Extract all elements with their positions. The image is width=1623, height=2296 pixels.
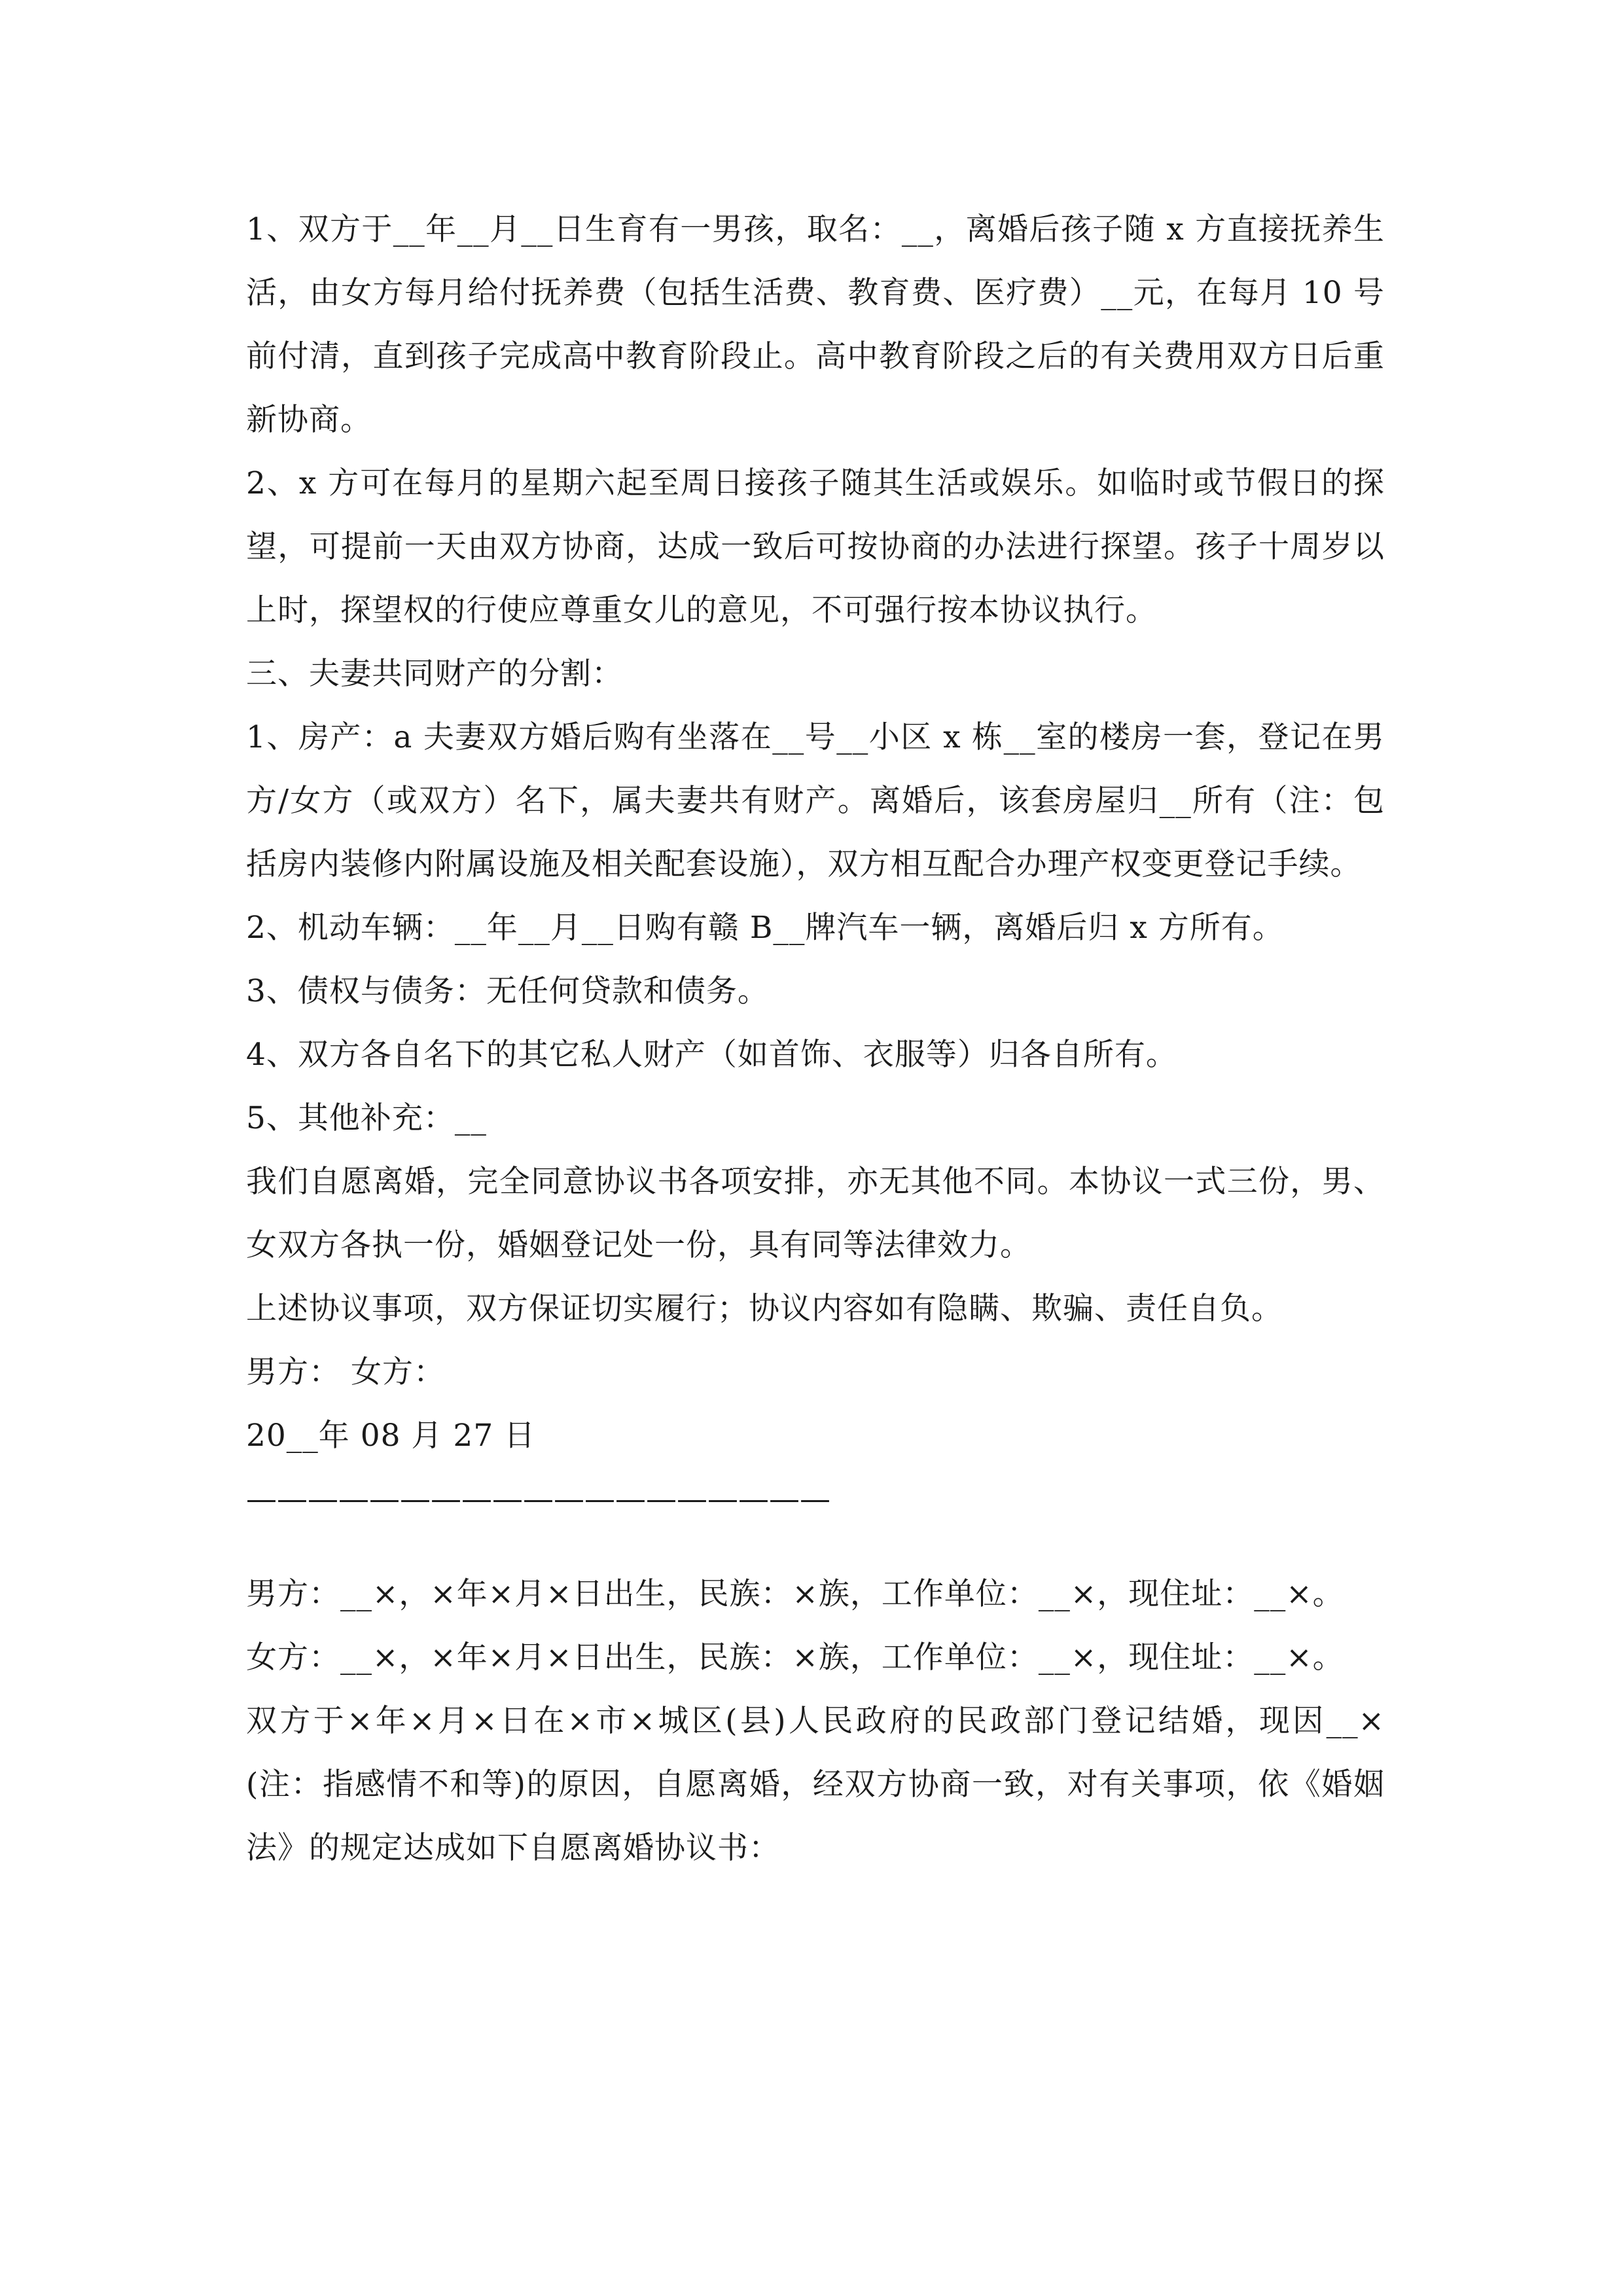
paragraph-wife-info: 女方：__×，×年×月×日出生，民族：×族，工作单位：__×，现住址：__×。: [246, 1640, 1344, 1676]
paragraph-personal-property: 4、双方各自名下的其它私人财产（如首饰、衣服等）归各自所有。: [246, 1037, 1177, 1073]
paragraph-guarantee: 上述协议事项，双方保证切实履行；协议内容如有隐瞒、欺骗、责任自负。: [246, 1291, 1283, 1327]
document-body: [246, 198, 1385, 1880]
section-heading-property-division: 三、夫妻共同财产的分割：: [246, 656, 623, 692]
paragraph-child-custody: 1、双方于__年__月__日生育有一男孩，取名：__，离婚后孩子随 x 方直接抚养生活，由女方每月给付抚养费（包括生活费、教育费、医疗费）__元，在每月 10 号前付清，直到孩子完成高中教育阶段止。高中教育阶段之后的有关费用双方日后重新协商。: [246, 211, 1385, 438]
paragraph-husband-info: 男方：__×，×年×月×日出生，民族：×族，工作单位：__×，现住址：__×。: [246, 1576, 1344, 1612]
paragraph-visitation: 2、x 方可在每月的星期六起至周日接孩子随其生活或娱乐。如临时或节假日的探望，可提前一天由双方协商，达成一致后可按协商的办法进行探望。孩子十周岁以上时，探望权的行使应尊重女儿的意见，不可强行按本协议执行。: [246, 465, 1385, 628]
divider: [246, 1467, 1385, 1531]
paragraph-marriage-registration: 双方于×年×月×日在×市×城区(县)人民政府的民政部门登记结婚，现因__×(注：指感情不和等)的原因，自愿离婚，经双方协商一致，对有关事项，依《婚姻法》的规定达成如下自愿离婚协议书：: [246, 1703, 1385, 1866]
paragraph-real-estate: 1、房产：a 夫妻双方婚后购有坐落在__号__小区 x 栋__室的楼房一套，登记在男方/女方（或双方）名下，属夫妻共有财产。离婚后，该套房屋归__所有（注：包括房内装修内附属设施及相关配套设施），双方相互配合办理产权变更登记手续。: [246, 719, 1385, 882]
paragraph-other-supplements: 5、其他补充：__: [246, 1100, 487, 1136]
signature-line: 男方： 女方：: [246, 1354, 445, 1390]
date-line: 20__年 08 月 27 日: [246, 1418, 536, 1454]
paragraph-voluntary-agreement: 我们自愿离婚，完全同意协议书各项安排，亦无其他不同。本协议一式三份，男、女双方各执一份，婚姻登记处一份，具有同等法律效力。: [246, 1164, 1385, 1263]
paragraph-vehicle: 2、机动车辆：__年__月__日购有赣 B__牌汽车一辆，离婚后归 x 方所有。: [246, 910, 1284, 946]
paragraph-debts: 3、债权与债务：无任何贷款和债务。: [246, 973, 769, 1009]
divider-line: ———————————————————: [246, 1481, 830, 1517]
